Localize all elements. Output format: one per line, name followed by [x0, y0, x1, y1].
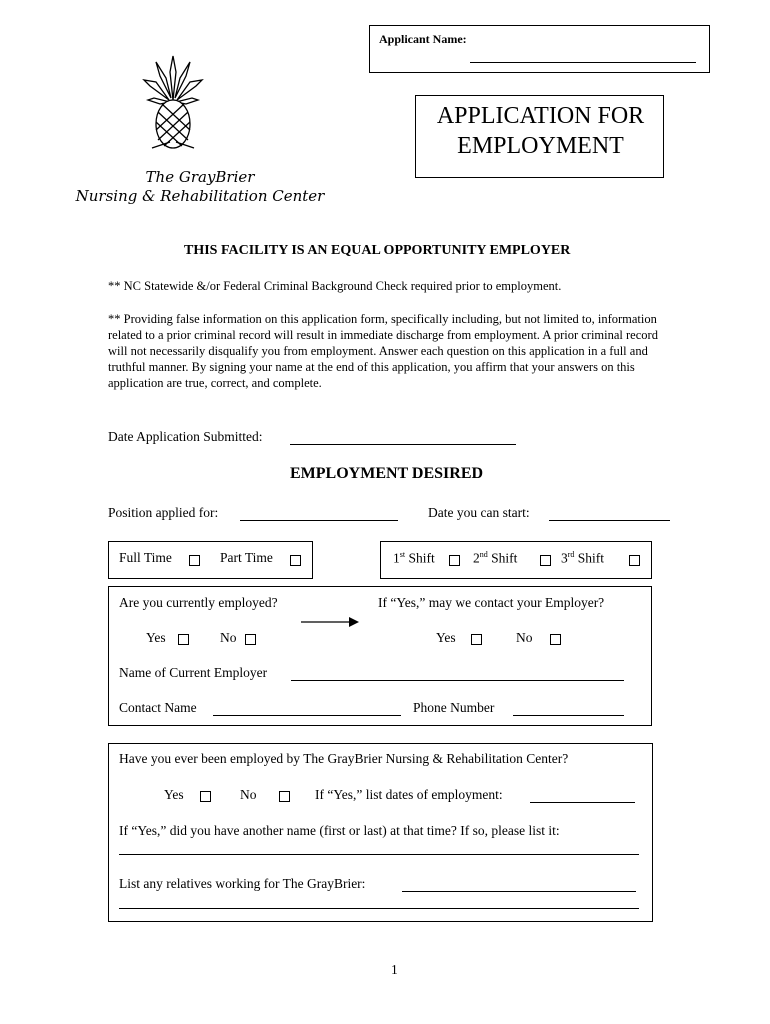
disclaimer-line-4: truthful manner. By signing your name at the end of this application, you affirm that your answers on this — [108, 360, 635, 374]
contact-no-checkbox[interactable] — [550, 634, 561, 645]
applicant-name-label: Applicant Name: — [379, 32, 467, 46]
current-employer-label: Name of Current Employer — [119, 665, 268, 680]
title-line2: EMPLOYMENT — [457, 133, 624, 159]
contact-employer-question: If “Yes,” may we contact your Employer? — [378, 595, 605, 610]
prior-yes-checkbox[interactable] — [200, 791, 211, 802]
applicant-name-box — [369, 25, 710, 73]
shift-2-checkbox[interactable] — [540, 555, 551, 566]
shift-1-checkbox[interactable] — [449, 555, 460, 566]
contact-yes-checkbox[interactable] — [471, 634, 482, 645]
title-box — [415, 95, 664, 178]
pineapple-logo — [140, 52, 206, 152]
employment-desired-heading: EMPLOYMENT DESIRED — [290, 465, 484, 482]
position-label: Position applied for: — [108, 505, 219, 520]
applicant-name-field[interactable] — [470, 62, 696, 63]
shift-3-label: 3rd Shift — [561, 550, 605, 566]
dates-of-employment-label: If “Yes,” list dates of employment: — [315, 787, 503, 802]
part-time-label: Part Time — [220, 550, 273, 565]
title-line1: APPLICATION FOR — [436, 103, 645, 129]
logo-name-line2: Nursing & Rehabilitation Center — [75, 187, 325, 205]
hours-box — [108, 541, 313, 579]
disclaimer-line-1: ** Providing false information on this application form, specifically including, but not limited to, information — [108, 312, 657, 326]
part-time-checkbox[interactable] — [290, 555, 301, 566]
prior-employment-box — [108, 743, 653, 922]
logo-name-line1: The GrayBrier — [145, 168, 255, 186]
relatives-label: List any relatives working for The GrayBrier: — [119, 876, 366, 891]
contact-name-label: Contact Name — [119, 700, 197, 715]
full-time-label: Full Time — [119, 550, 172, 565]
prior-yes-label: Yes — [164, 787, 184, 802]
currently-employed-question: Are you currently employed? — [119, 595, 278, 610]
date-submitted-field[interactable] — [290, 444, 516, 445]
prior-no-label: No — [240, 787, 257, 802]
other-name-field[interactable] — [119, 854, 639, 855]
other-name-question: If “Yes,” did you have another name (first or last) at that time? If so, please list it: — [119, 823, 560, 838]
position-field[interactable] — [240, 520, 398, 521]
employed-yes-checkbox[interactable] — [178, 634, 189, 645]
shift-2-label: 2nd Shift — [473, 550, 518, 566]
pineapple-icon — [140, 52, 206, 152]
relatives-field-1[interactable] — [402, 891, 636, 892]
background-check-note: ** NC Statewide &/or Federal Criminal Background Check required prior to employment. — [108, 279, 562, 293]
employed-no-label: No — [220, 630, 237, 645]
shift-3-checkbox[interactable] — [629, 555, 640, 566]
prior-no-checkbox[interactable] — [279, 791, 290, 802]
current-employer-field[interactable] — [291, 680, 624, 681]
arrow-right-icon — [301, 616, 361, 628]
prior-employment-question: Have you ever been employed by The GrayBrier Nursing & Rehabilitation Center? — [119, 751, 569, 766]
start-date-field[interactable] — [549, 520, 670, 521]
relatives-field-2[interactable] — [119, 908, 639, 909]
contact-yes-label: Yes — [436, 630, 456, 645]
contact-no-label: No — [516, 630, 533, 645]
disclaimer-line-2: related to a prior criminal record will result in immediate discharge from employment. A prior criminal record — [108, 328, 658, 342]
disclaimer-line-5: application are true, correct, and complete. — [108, 376, 322, 390]
start-date-label: Date you can start: — [428, 505, 530, 520]
shift-box — [380, 541, 652, 579]
current-employment-box — [108, 586, 652, 726]
dates-of-employment-field[interactable] — [530, 802, 635, 803]
eeo-statement: THIS FACILITY IS AN EQUAL OPPORTUNITY EMPLOYER — [184, 243, 571, 258]
shift-1-label: 1st Shift — [393, 550, 435, 566]
contact-name-field[interactable] — [213, 715, 401, 716]
page-number: 1 — [391, 962, 398, 977]
employed-yes-label: Yes — [146, 630, 166, 645]
phone-number-label: Phone Number — [413, 700, 495, 715]
disclaimer-line-3: will not necessarily disqualify you from employment. Answer each question on this application in a full and — [108, 344, 648, 358]
phone-number-field[interactable] — [513, 715, 624, 716]
employed-no-checkbox[interactable] — [245, 634, 256, 645]
full-time-checkbox[interactable] — [189, 555, 200, 566]
date-submitted-label: Date Application Submitted: — [108, 429, 263, 444]
